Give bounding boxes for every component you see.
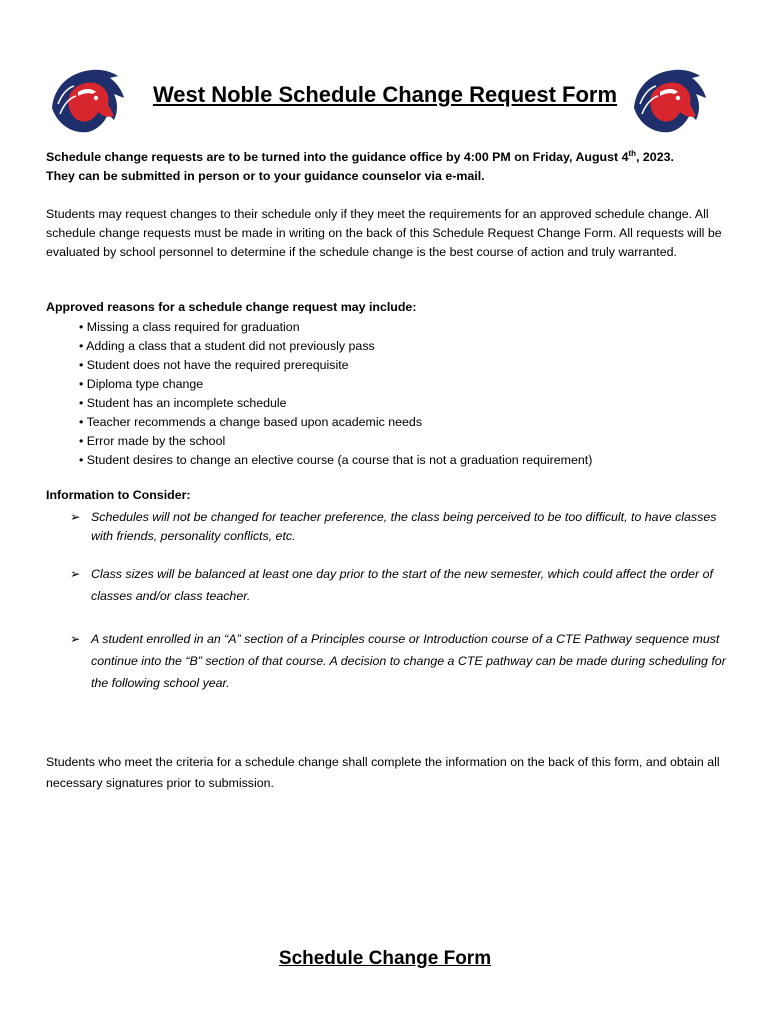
approved-reasons-heading: Approved reasons for a schedule change request may include: <box>46 300 417 314</box>
arrow-bullet-icon: ➢ <box>70 567 81 581</box>
deadline-line-1 <box>46 148 736 167</box>
list-item: • Error made by the school <box>79 432 592 451</box>
deadline-line-2: They can be submitted in person or to your guidance counselor via e-mail. <box>46 169 485 183</box>
list-item: • Student has an incomplete schedule <box>79 394 592 413</box>
deadline-date-suffix: th <box>628 148 637 158</box>
schedule-change-form-title: Schedule Change Form <box>278 948 492 969</box>
consider-item <box>70 628 730 694</box>
consider-item-text: A student enrolled in an “A” section of a Principles course or Introduction course of a CTE Pathway sequence must continue into the “B” section of that course. A decision to change a CTE pathway can be made during scheduling for the following school year. <box>91 632 726 690</box>
list-item: • Student desires to change an elective course (a course that is not a graduation requirement) <box>79 451 592 470</box>
deadline-notice <box>46 148 736 186</box>
deadline-date-text: Schedule change requests are to be turned into the guidance office by 4:00 PM on Friday, August 4 <box>46 150 629 164</box>
consider-item-text: Class sizes will be balanced at least one day prior to the start of the new semester, which could affect the order of classes and/or class teacher. <box>91 567 713 603</box>
consider-item <box>70 563 730 607</box>
consider-item-text: Schedules will not be changed for teacher preference, the class being perceived to be too difficult, to have classes with friends, personality conflicts, etc. <box>91 510 717 543</box>
information-to-consider-heading: Information to Consider: <box>46 488 191 502</box>
list-item: • Missing a class required for graduation <box>79 318 592 337</box>
list-item: • Teacher recommends a change based upon academic needs <box>79 413 592 432</box>
list-item: • Diploma type change <box>79 375 592 394</box>
approved-reasons-list <box>79 318 592 470</box>
closing-paragraph: Students who meet the criteria for a schedule change shall complete the information on the back of this form, and obtain all necessary signatures prior to submission. <box>46 755 720 790</box>
intro-paragraph: Students may request changes to their schedule only if they meet the requirements for an approved schedule change. All schedule change requests must be made in writing on the back of this Schedule Request Change Form. All requests will be evaluated by school personnel to determine if the schedule change is the best course of action and truly warranted. <box>46 207 722 259</box>
page-title: West Noble Schedule Change Request Form <box>152 82 618 107</box>
list-item: • Student does not have the required prerequisite <box>79 356 592 375</box>
consider-item <box>70 508 730 546</box>
arrow-bullet-icon: ➢ <box>70 632 81 646</box>
list-item: • Adding a class that a student did not previously pass <box>79 337 592 356</box>
arrow-bullet-icon: ➢ <box>70 510 81 524</box>
deadline-year-text: , 2023. <box>636 150 674 164</box>
